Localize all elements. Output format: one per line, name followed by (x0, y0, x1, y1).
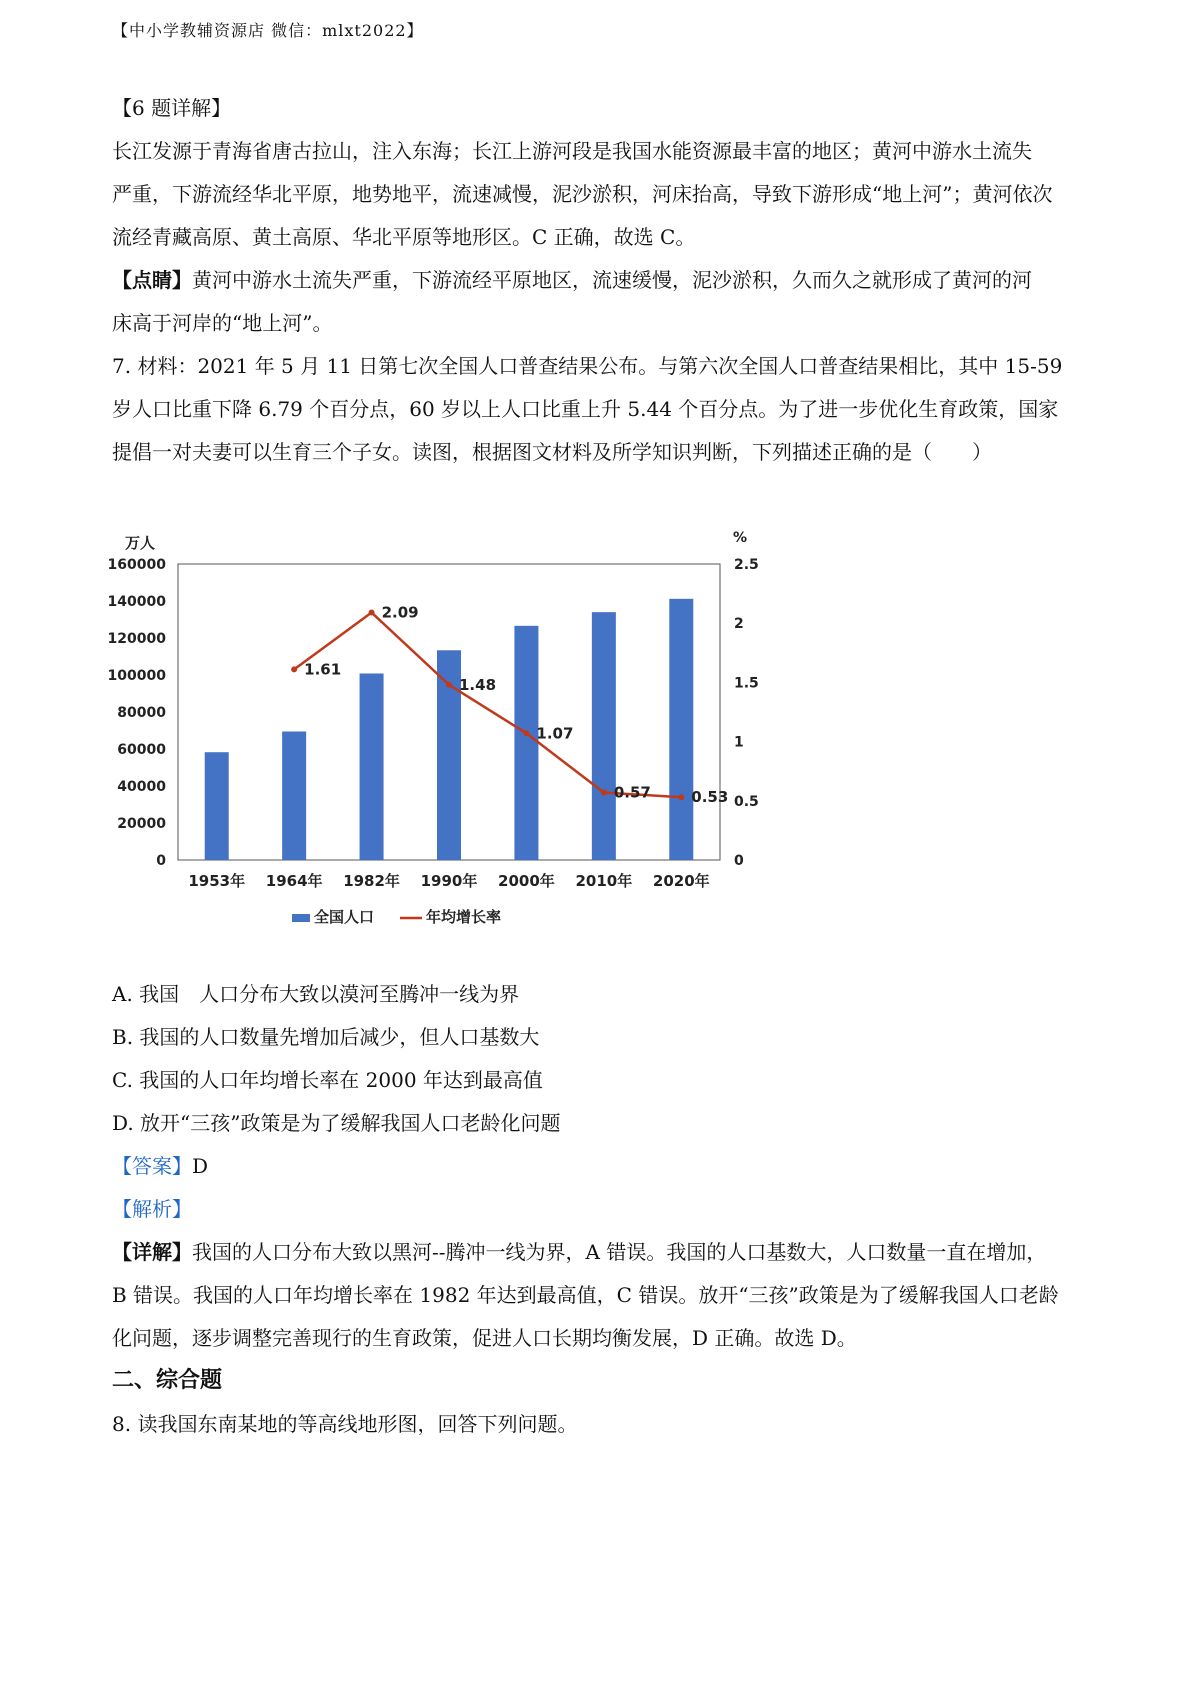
answer-label: 【答案】 (112, 1154, 192, 1178)
growth-rate-line (294, 613, 681, 798)
right-tick-label: 0 (734, 853, 744, 869)
left-axis-unit: 万人 (124, 534, 156, 552)
left-tick-label: 100000 (107, 668, 166, 684)
left-tick-label: 160000 (107, 557, 166, 573)
section-title: 二、综合题 (112, 1368, 223, 1393)
right-tick-label: 1 (734, 734, 744, 751)
growth-rate-label: 0.53 (691, 788, 729, 807)
q6-tip-label: 【点睛】 (112, 268, 192, 292)
population-bar (360, 673, 384, 860)
growth-rate-label: 2.09 (381, 603, 419, 622)
population-bar (437, 650, 461, 860)
q6-tip-line-1 (112, 256, 1102, 304)
q6-line-1: 长江发源于青海省唐古拉山，注入东海；长江上游河段是我国水能资源最丰富的地区；黄河中游水土流失 (112, 139, 1032, 163)
q7-option-b: B. 我国的人口数量先增加后减少，但人口基数大 (112, 1025, 540, 1049)
growth-rate-point (446, 682, 452, 688)
population-bar (669, 599, 693, 860)
q7-detail-line-2: B 错误。我国的人口年均增长率在 1982 年达到最高值，C 错误。放开“三孩”政策是为了缓解我国人口老龄 (112, 1283, 1059, 1307)
q6-line-3: 流经青藏高原、黄土高原、华北平原等地形区。C 正确，故选 C。 (112, 225, 696, 249)
growth-rate-point (601, 790, 607, 796)
chart-svg (100, 522, 760, 942)
q7-detail-line-3: 化问题，逐步调整完善现行的生育政策，促进人口长期均衡发展，D 正确。故选 D。 (112, 1326, 857, 1350)
q7-option-d: D. 放开“三孩”政策是为了缓解我国人口老龄化问题 (112, 1111, 561, 1135)
growth-rate-point (523, 730, 529, 736)
legend-label-growth: 年均增长率 (426, 908, 502, 926)
growth-rate-point (291, 666, 297, 672)
x-tick-label: 1990年 (420, 872, 478, 890)
q7-line-3: 提倡一对夫妻可以生育三个子女。读图，根据图文材料及所学知识判断，下列描述正确的是（ ） (112, 440, 992, 464)
growth-rate-point (678, 794, 684, 800)
left-tick-label: 140000 (107, 594, 166, 610)
population-bar (205, 752, 229, 860)
population-bar (592, 612, 616, 860)
x-tick-label: 1964年 (265, 872, 323, 890)
right-tick-label: 2 (734, 616, 744, 633)
page-header: 【中小学教辅资源店 微信：mlxt2022】 (112, 21, 424, 40)
q7-line-1: 7. 材料：2021 年 5 月 11 日第七次全国人口普查结果公布。与第六次全国人口普查结果相比，其中 15-59 (112, 354, 1063, 378)
answer-value: D (192, 1154, 209, 1178)
q6-tip-text-1: 黄河中游水土流失严重，下游流经平原地区，流速缓慢，泥沙淤积，久而久之就形成了黄河的河 (192, 268, 1032, 292)
population-bar (514, 626, 538, 860)
growth-rate-label: 0.57 (613, 783, 651, 802)
q6-tip-line-2: 床高于河岸的“地上河”。 (112, 311, 333, 335)
left-tick-label: 40000 (117, 779, 166, 795)
legend-swatch-bar (292, 914, 310, 922)
right-tick-label: 0.5 (734, 793, 759, 810)
right-tick-label: 2.5 (734, 557, 759, 573)
q6-heading: 【6 题详解】 (112, 96, 232, 120)
right-axis-unit: % (732, 530, 748, 546)
q6-line-2: 严重，下游流经华北平原，地势地平，流速减慢，泥沙淤积，河床抬高，导致下游形成“地上河”；黄河依次 (112, 182, 1053, 206)
growth-rate-point (369, 610, 375, 616)
left-tick-label: 0 (156, 853, 166, 869)
detail-label: 【详解】 (112, 1240, 192, 1264)
x-tick-label: 2000年 (498, 872, 555, 890)
x-tick-label: 1982年 (343, 872, 400, 890)
population-chart (100, 522, 760, 942)
left-tick-label: 20000 (117, 816, 166, 832)
q8-line: 8. 读我国东南某地的等高线地形图，回答下列问题。 (112, 1412, 578, 1436)
population-bar (282, 732, 306, 860)
analysis-label: 【解析】 (112, 1197, 192, 1221)
legend-label-population: 全国人口 (314, 908, 375, 926)
q7-answer (112, 1142, 1102, 1190)
chart-canvas (100, 522, 760, 946)
q7-line-2: 岁人口比重下降 6.79 个百分点，60 岁以上人口比重上升 5.44 个百分点。为了进一步优化生育政策，国家 (112, 397, 1059, 421)
left-tick-label: 120000 (107, 631, 166, 647)
detail-text-1: 我国的人口分布大致以黑河--腾冲一线为界，A 错误。我国的人口基数大，人口数量一直在增加， (192, 1240, 1047, 1264)
left-tick-label: 80000 (117, 705, 166, 721)
growth-rate-label: 1.48 (459, 675, 497, 694)
right-tick-label: 1.5 (734, 675, 759, 692)
x-tick-label: 1953年 (188, 872, 246, 890)
q7-detail-line-1 (112, 1228, 1102, 1276)
x-tick-label: 2020年 (652, 872, 710, 890)
q7-option-a: A. 我国 人口分布大致以漠河至腾冲一线为界 (112, 982, 520, 1006)
q7-option-c: C. 我国的人口年均增长率在 2000 年达到最高值 (112, 1068, 543, 1092)
growth-rate-label: 1.07 (536, 724, 574, 743)
x-tick-label: 2010年 (575, 872, 633, 890)
growth-rate-label: 1.61 (304, 660, 342, 679)
left-tick-label: 60000 (117, 742, 166, 758)
